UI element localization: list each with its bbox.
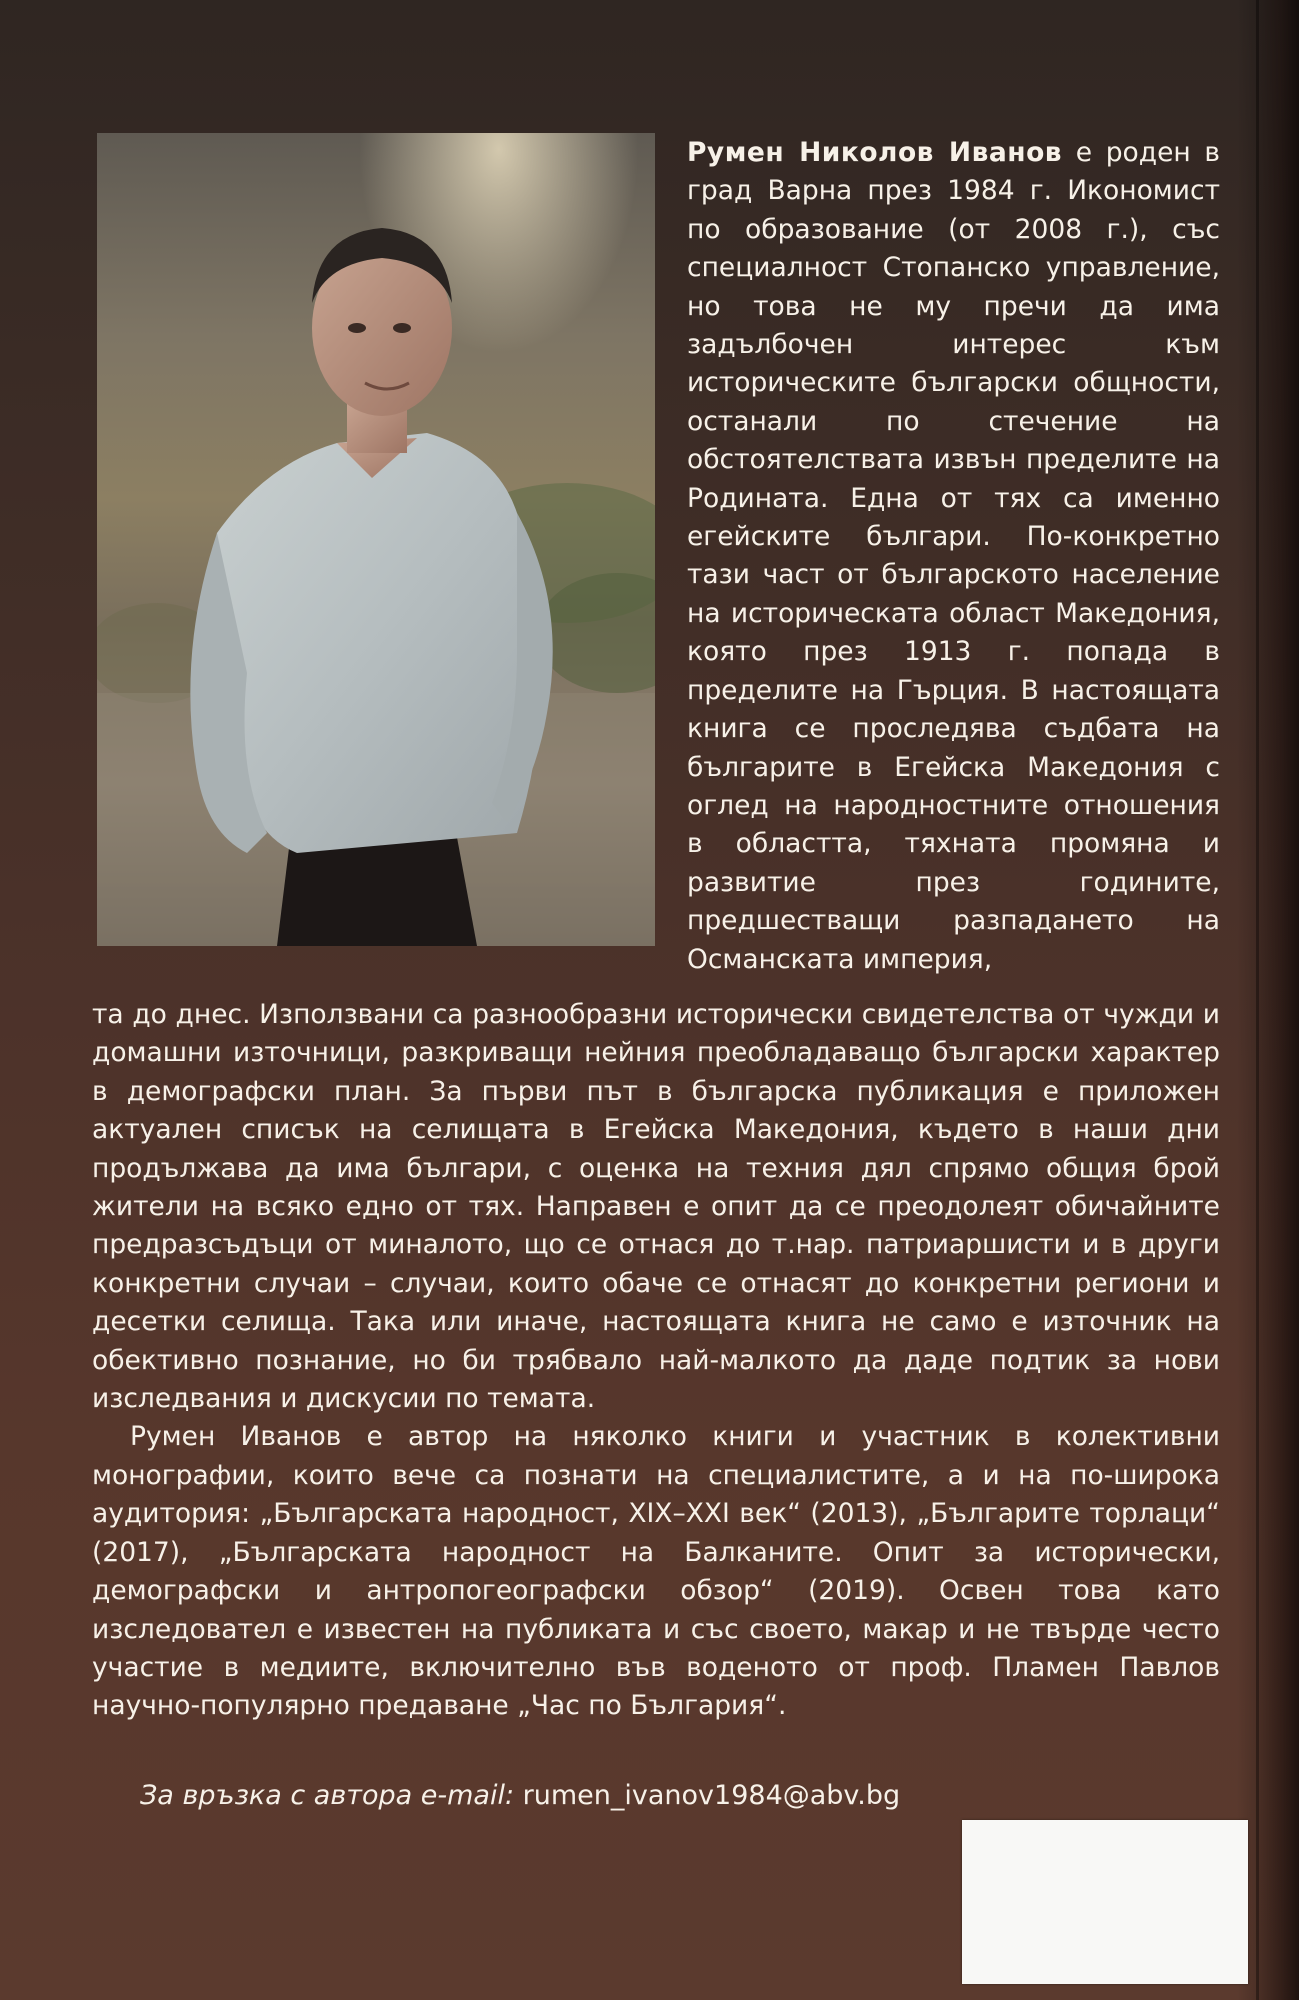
contact-email[interactable]: rumen_ivanov1984@abv.bg <box>522 1780 901 1811</box>
contact-line <box>140 1777 900 1815</box>
bio-continued-block <box>92 996 1220 1726</box>
price-sticker <box>962 1820 1248 1984</box>
author-name: Румен Николов Иванов <box>687 137 1063 168</box>
bio-second-paragraph: Румен Иванов е автор на няколко книги и участник в колективни монографии, които вече са познати на специалистите, а и на по-широка аудитория: „Българската народност, XIX–XXI век“ (2013), „Българите торлаци“ (2017), „Българската народност на Балканите. Опит за исторически, демографски и антропогеографски обзор“ (2019). Освен това като изследовател е известен на публиката и със своето, макар и не твърде често участие в медиите, включително във воденото от проф. Пламен Павлов научно-популярно предаване „Час по България“. <box>92 1421 1220 1722</box>
spine-shadow <box>1237 0 1299 2000</box>
bio-intro-text: е роден в град Варна през 1984 г. Икономист по образование (от 2008 г.), със специалност Стопанско управление, но това не му пречи да има задълбочен интерес към историческите български общности, останали по стечение на обстоятелствата извън пределите на Родината. Една от тях са именно егейските българи. По-конкретно тази част от българското население на историческата област Македония, която през 1913 г. попада в пределите на Гърция. В настоящата книга се проследява съдбата на българите в Егейска Македония с оглед на народностните отношения в областта, тяхната промяна и развитие през годините, предшестващи разпадането на Османската империя, <box>687 137 1220 975</box>
spine-edge <box>1256 0 1259 2000</box>
bio-continued-text: та до днес. Използвани са разнообразни исторически свидетелства от чужди и домашни източници, разкриващи нейния преобладаващо български характер в демографски план. За първи път в българска публикация е приложен актуален списък на селищата в Егейска Македония, където в наши дни продължава да има българи, с оценка на техния дял спрямо общия брой жители на всяко едно от тях. Направен е опит да се преодолеят обичайните предразсъдъци от миналото, що се отнася до т.нар. патриаршисти и в други конкретни случаи – случаи, които обаче се отнасят до конкретни региони и десетки селища. Така или иначе, настоящата книга не само е източник на обективно познание, но би трябвало най-малкото да даде подтик за нови изследвания и дискусии по темата. <box>92 999 1220 1415</box>
author-photo <box>97 133 655 946</box>
bio-intro-block <box>687 134 1220 979</box>
contact-label: За връзка с автора e-mail: <box>140 1780 515 1811</box>
